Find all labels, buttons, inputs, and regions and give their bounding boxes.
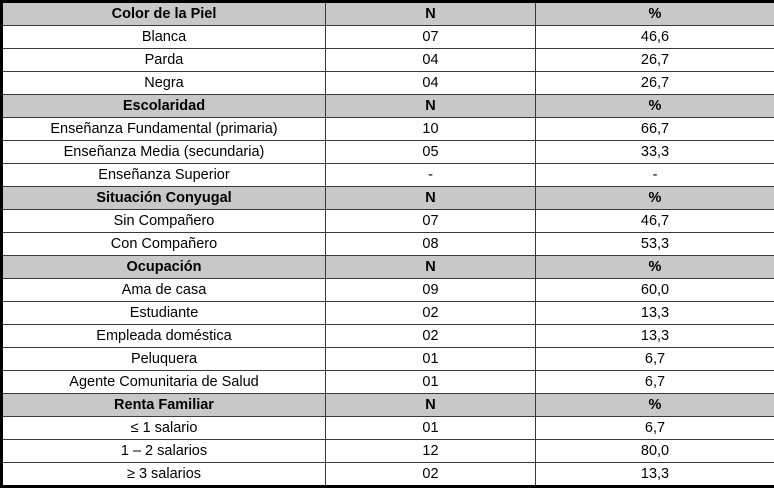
section-header-pct: % — [536, 95, 774, 118]
section-header-n: N — [326, 187, 536, 210]
row-label: ≥ 3 salarios — [2, 463, 326, 487]
row-percent: 60,0 — [536, 279, 774, 302]
table-row — [2, 26, 774, 49]
row-label: Enseñanza Superior — [2, 164, 326, 187]
section-header-row — [2, 95, 774, 118]
section-header-row — [2, 256, 774, 279]
row-count: 04 — [326, 72, 536, 95]
row-percent: 6,7 — [536, 417, 774, 440]
row-count: 05 — [326, 141, 536, 164]
row-label: Con Compañero — [2, 233, 326, 256]
section-header-n: N — [326, 2, 536, 26]
section-header-n: N — [326, 95, 536, 118]
row-label: Estudiante — [2, 302, 326, 325]
section-header-pct: % — [536, 187, 774, 210]
table-row — [2, 325, 774, 348]
row-label: Empleada doméstica — [2, 325, 326, 348]
table-row — [2, 463, 774, 487]
row-label: Enseñanza Fundamental (primaria) — [2, 118, 326, 141]
row-percent: 46,7 — [536, 210, 774, 233]
section-header-label: Color de la Piel — [2, 2, 326, 26]
table-row — [2, 210, 774, 233]
section-header-label: Ocupación — [2, 256, 326, 279]
table-row — [2, 72, 774, 95]
section-header-row — [2, 394, 774, 417]
row-count: 07 — [326, 210, 536, 233]
section-header-pct: % — [536, 256, 774, 279]
section-header-n: N — [326, 394, 536, 417]
row-percent: 13,3 — [536, 463, 774, 487]
row-count: 02 — [326, 325, 536, 348]
section-header-row — [2, 2, 774, 26]
section-header-pct: % — [536, 2, 774, 26]
row-label: Blanca — [2, 26, 326, 49]
table-row — [2, 279, 774, 302]
table-row — [2, 371, 774, 394]
section-header-pct: % — [536, 394, 774, 417]
row-percent: 13,3 — [536, 325, 774, 348]
row-percent: 26,7 — [536, 72, 774, 95]
row-label: Enseñanza Media (secundaria) — [2, 141, 326, 164]
row-count: 01 — [326, 348, 536, 371]
row-percent: 6,7 — [536, 348, 774, 371]
table-row — [2, 49, 774, 72]
section-header-n: N — [326, 256, 536, 279]
section-header-label: Renta Familiar — [2, 394, 326, 417]
row-count: 02 — [326, 463, 536, 487]
table-row — [2, 440, 774, 463]
row-count: 07 — [326, 26, 536, 49]
table-row — [2, 164, 774, 187]
row-count: 01 — [326, 371, 536, 394]
table-row — [2, 233, 774, 256]
row-count: 10 — [326, 118, 536, 141]
table-row — [2, 348, 774, 371]
table-body — [2, 2, 774, 487]
row-percent: 13,3 — [536, 302, 774, 325]
row-count: - — [326, 164, 536, 187]
table-row — [2, 302, 774, 325]
row-label: ≤ 1 salario — [2, 417, 326, 440]
row-percent: 46,6 — [536, 26, 774, 49]
row-percent: 66,7 — [536, 118, 774, 141]
row-percent: 6,7 — [536, 371, 774, 394]
row-count: 04 — [326, 49, 536, 72]
row-percent: - — [536, 164, 774, 187]
row-percent: 80,0 — [536, 440, 774, 463]
row-count: 01 — [326, 417, 536, 440]
row-percent: 26,7 — [536, 49, 774, 72]
section-header-row — [2, 187, 774, 210]
row-label: Parda — [2, 49, 326, 72]
section-header-label: Situación Conyugal — [2, 187, 326, 210]
row-label: Negra — [2, 72, 326, 95]
table-row — [2, 417, 774, 440]
row-label: 1 – 2 salarios — [2, 440, 326, 463]
row-label: Ama de casa — [2, 279, 326, 302]
row-count: 02 — [326, 302, 536, 325]
section-header-label: Escolaridad — [2, 95, 326, 118]
row-label: Sin Compañero — [2, 210, 326, 233]
row-percent: 33,3 — [536, 141, 774, 164]
row-count: 09 — [326, 279, 536, 302]
row-label: Peluquera — [2, 348, 326, 371]
row-label: Agente Comunitaria de Salud — [2, 371, 326, 394]
table-row — [2, 141, 774, 164]
table-row — [2, 118, 774, 141]
row-percent: 53,3 — [536, 233, 774, 256]
row-count: 12 — [326, 440, 536, 463]
row-count: 08 — [326, 233, 536, 256]
